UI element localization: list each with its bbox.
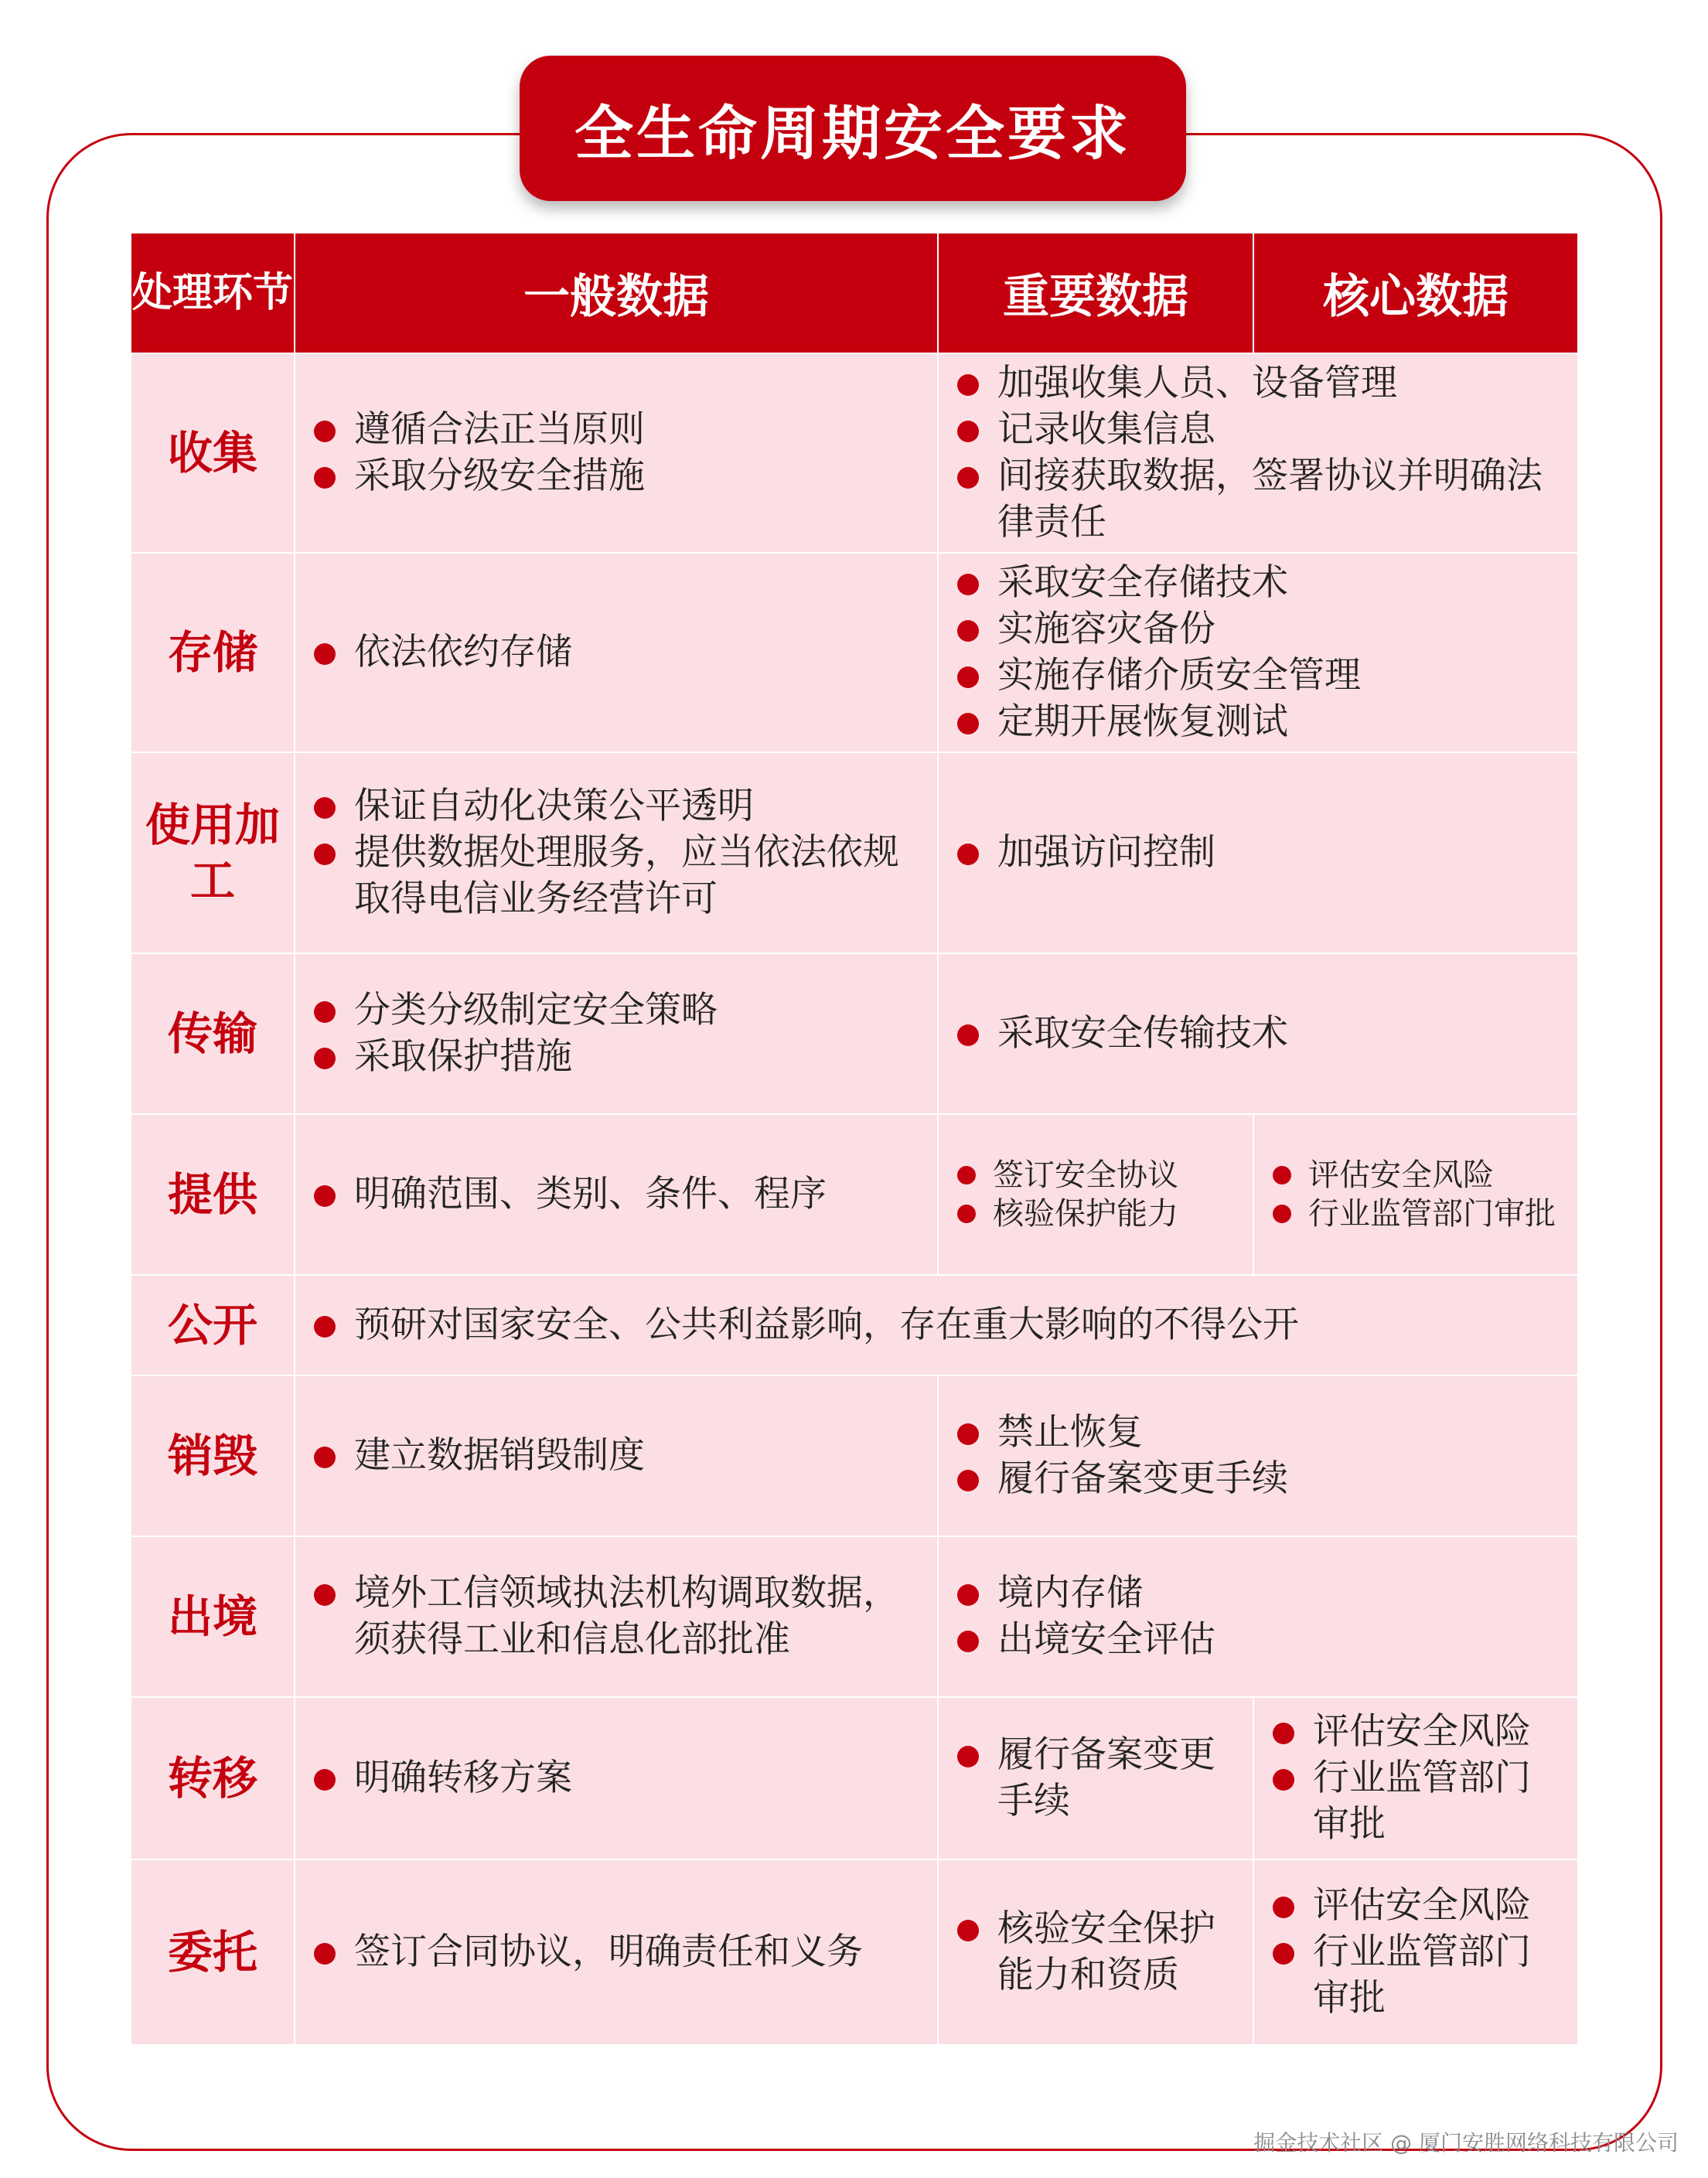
table-row <box>131 953 1578 1114</box>
stage-label: 传输 <box>131 953 295 1114</box>
list-item: 境外工信领域执法机构调取数据，须获得工业和信息化部批准 <box>309 1570 917 1663</box>
bullet-list <box>953 830 1557 876</box>
list-item: 明确范围、类别、条件、程序 <box>309 1171 917 1218</box>
bullet-list <box>309 1302 1557 1348</box>
table-row <box>131 1275 1578 1375</box>
core-cell <box>1253 1114 1578 1275</box>
header-important: 重要数据 <box>938 233 1253 353</box>
list-item: 评估安全风险 <box>1268 1883 1557 1929</box>
header-stage: 处理环节 <box>131 233 295 353</box>
list-item: 行业监管部门审批 <box>1268 1755 1557 1848</box>
general-cell <box>295 1859 938 2045</box>
list-item: 预研对国家安全、公共利益影响，存在重大影响的不得公开 <box>309 1302 1557 1348</box>
core-cell <box>1253 1859 1578 2045</box>
list-item: 提供数据处理服务，应当依法依规取得电信业务经营许可 <box>309 830 917 922</box>
stage-label: 提供 <box>131 1114 295 1275</box>
bullet-list <box>953 1156 1232 1233</box>
stage-label: 销毁 <box>131 1375 295 1536</box>
bullet-list <box>953 1906 1232 1999</box>
important-core-cell <box>938 353 1578 553</box>
important-cell <box>938 1697 1253 1859</box>
list-item: 境内存储 <box>953 1570 1557 1617</box>
bullet-list <box>953 1011 1557 1057</box>
title-banner <box>520 56 1186 201</box>
bullet-list <box>953 1732 1232 1825</box>
general-cell <box>295 1375 938 1536</box>
bullet-list <box>309 1171 917 1218</box>
bullet-list <box>309 1570 917 1663</box>
list-item: 保证自动化决策公平透明 <box>309 783 917 830</box>
list-item: 记录收集信息 <box>953 407 1557 453</box>
list-item: 核验安全保护能力和资质 <box>953 1906 1232 1999</box>
general-cell <box>295 1697 938 1859</box>
stage-label: 公开 <box>131 1275 295 1375</box>
header-general: 一般数据 <box>295 233 938 353</box>
list-item: 采取保护措施 <box>309 1034 917 1080</box>
stage-label: 转移 <box>131 1697 295 1859</box>
stage-label: 使用加工 <box>131 752 295 953</box>
list-item: 建立数据销毁制度 <box>309 1433 917 1479</box>
list-item: 采取安全存储技术 <box>953 560 1557 606</box>
bullet-list <box>953 1409 1557 1502</box>
list-item: 分类分级制定安全策略 <box>309 987 917 1034</box>
list-item: 行业监管部门审批 <box>1268 1195 1557 1233</box>
table-row <box>131 1536 1578 1697</box>
general-cell <box>295 752 938 953</box>
watermark-credit: 掘金技术社区 @ 厦门安胜网络科技有限公司 <box>1253 2130 1679 2156</box>
list-item: 实施存储介质安全管理 <box>953 653 1557 699</box>
list-item: 行业监管部门审批 <box>1268 1929 1557 2022</box>
bullet-list <box>1268 1709 1557 1848</box>
list-item: 明确转移方案 <box>309 1755 917 1801</box>
important-core-cell <box>938 1375 1578 1536</box>
bullet-list <box>309 1433 917 1479</box>
list-item: 采取分级安全措施 <box>309 453 917 499</box>
bullet-list <box>309 783 917 922</box>
list-item: 采取安全传输技术 <box>953 1011 1557 1057</box>
list-item: 评估安全风险 <box>1268 1709 1557 1755</box>
bullet-list <box>309 1929 917 1975</box>
all-levels-cell <box>295 1275 1578 1375</box>
bullet-list <box>309 629 917 676</box>
list-item: 签订安全协议 <box>953 1156 1232 1195</box>
header-core: 核心数据 <box>1253 233 1578 353</box>
core-cell <box>1253 1697 1578 1859</box>
list-item: 加强访问控制 <box>953 830 1557 876</box>
list-item: 出境安全评估 <box>953 1617 1557 1663</box>
list-item: 间接获取数据，签署协议并明确法律责任 <box>953 453 1557 546</box>
page-title: 全生命周期安全要求 <box>574 98 1131 168</box>
table-row <box>131 752 1578 953</box>
important-cell <box>938 1114 1253 1275</box>
general-cell <box>295 553 938 752</box>
list-item: 签订合同协议，明确责任和义务 <box>309 1929 917 1975</box>
bullet-list <box>1268 1883 1557 2022</box>
list-item: 评估安全风险 <box>1268 1156 1557 1195</box>
list-item: 遵循合法正当原则 <box>309 407 917 453</box>
table-row <box>131 1697 1578 1859</box>
header-row <box>131 233 1578 353</box>
general-cell <box>295 353 938 553</box>
bullet-list <box>309 987 917 1080</box>
list-item: 依法依约存储 <box>309 629 917 676</box>
table-row <box>131 353 1578 553</box>
list-item: 定期开展恢复测试 <box>953 699 1557 745</box>
important-core-cell <box>938 953 1578 1114</box>
table-row <box>131 1859 1578 2045</box>
list-item: 履行备案变更手续 <box>953 1456 1557 1502</box>
important-core-cell <box>938 752 1578 953</box>
list-item: 履行备案变更手续 <box>953 1732 1232 1825</box>
bullet-list <box>953 560 1557 745</box>
security-requirements-table <box>130 232 1579 2046</box>
table-row <box>131 1114 1578 1275</box>
important-cell <box>938 1859 1253 2045</box>
bullet-list <box>953 360 1557 546</box>
general-cell <box>295 1114 938 1275</box>
general-cell <box>295 953 938 1114</box>
general-cell <box>295 1536 938 1697</box>
important-core-cell <box>938 1536 1578 1697</box>
bullet-list <box>309 407 917 499</box>
stage-label: 委托 <box>131 1859 295 2045</box>
stage-label: 出境 <box>131 1536 295 1697</box>
table-row <box>131 1375 1578 1536</box>
list-item: 加强收集人员、设备管理 <box>953 360 1557 407</box>
stage-label: 存储 <box>131 553 295 752</box>
bullet-list <box>309 1755 917 1801</box>
bullet-list <box>953 1570 1557 1663</box>
important-core-cell <box>938 553 1578 752</box>
list-item: 核验保护能力 <box>953 1195 1232 1233</box>
bullet-list <box>1268 1156 1557 1233</box>
stage-label: 收集 <box>131 353 295 553</box>
table-row <box>131 553 1578 752</box>
list-item: 实施容灾备份 <box>953 606 1557 653</box>
list-item: 禁止恢复 <box>953 1409 1557 1456</box>
